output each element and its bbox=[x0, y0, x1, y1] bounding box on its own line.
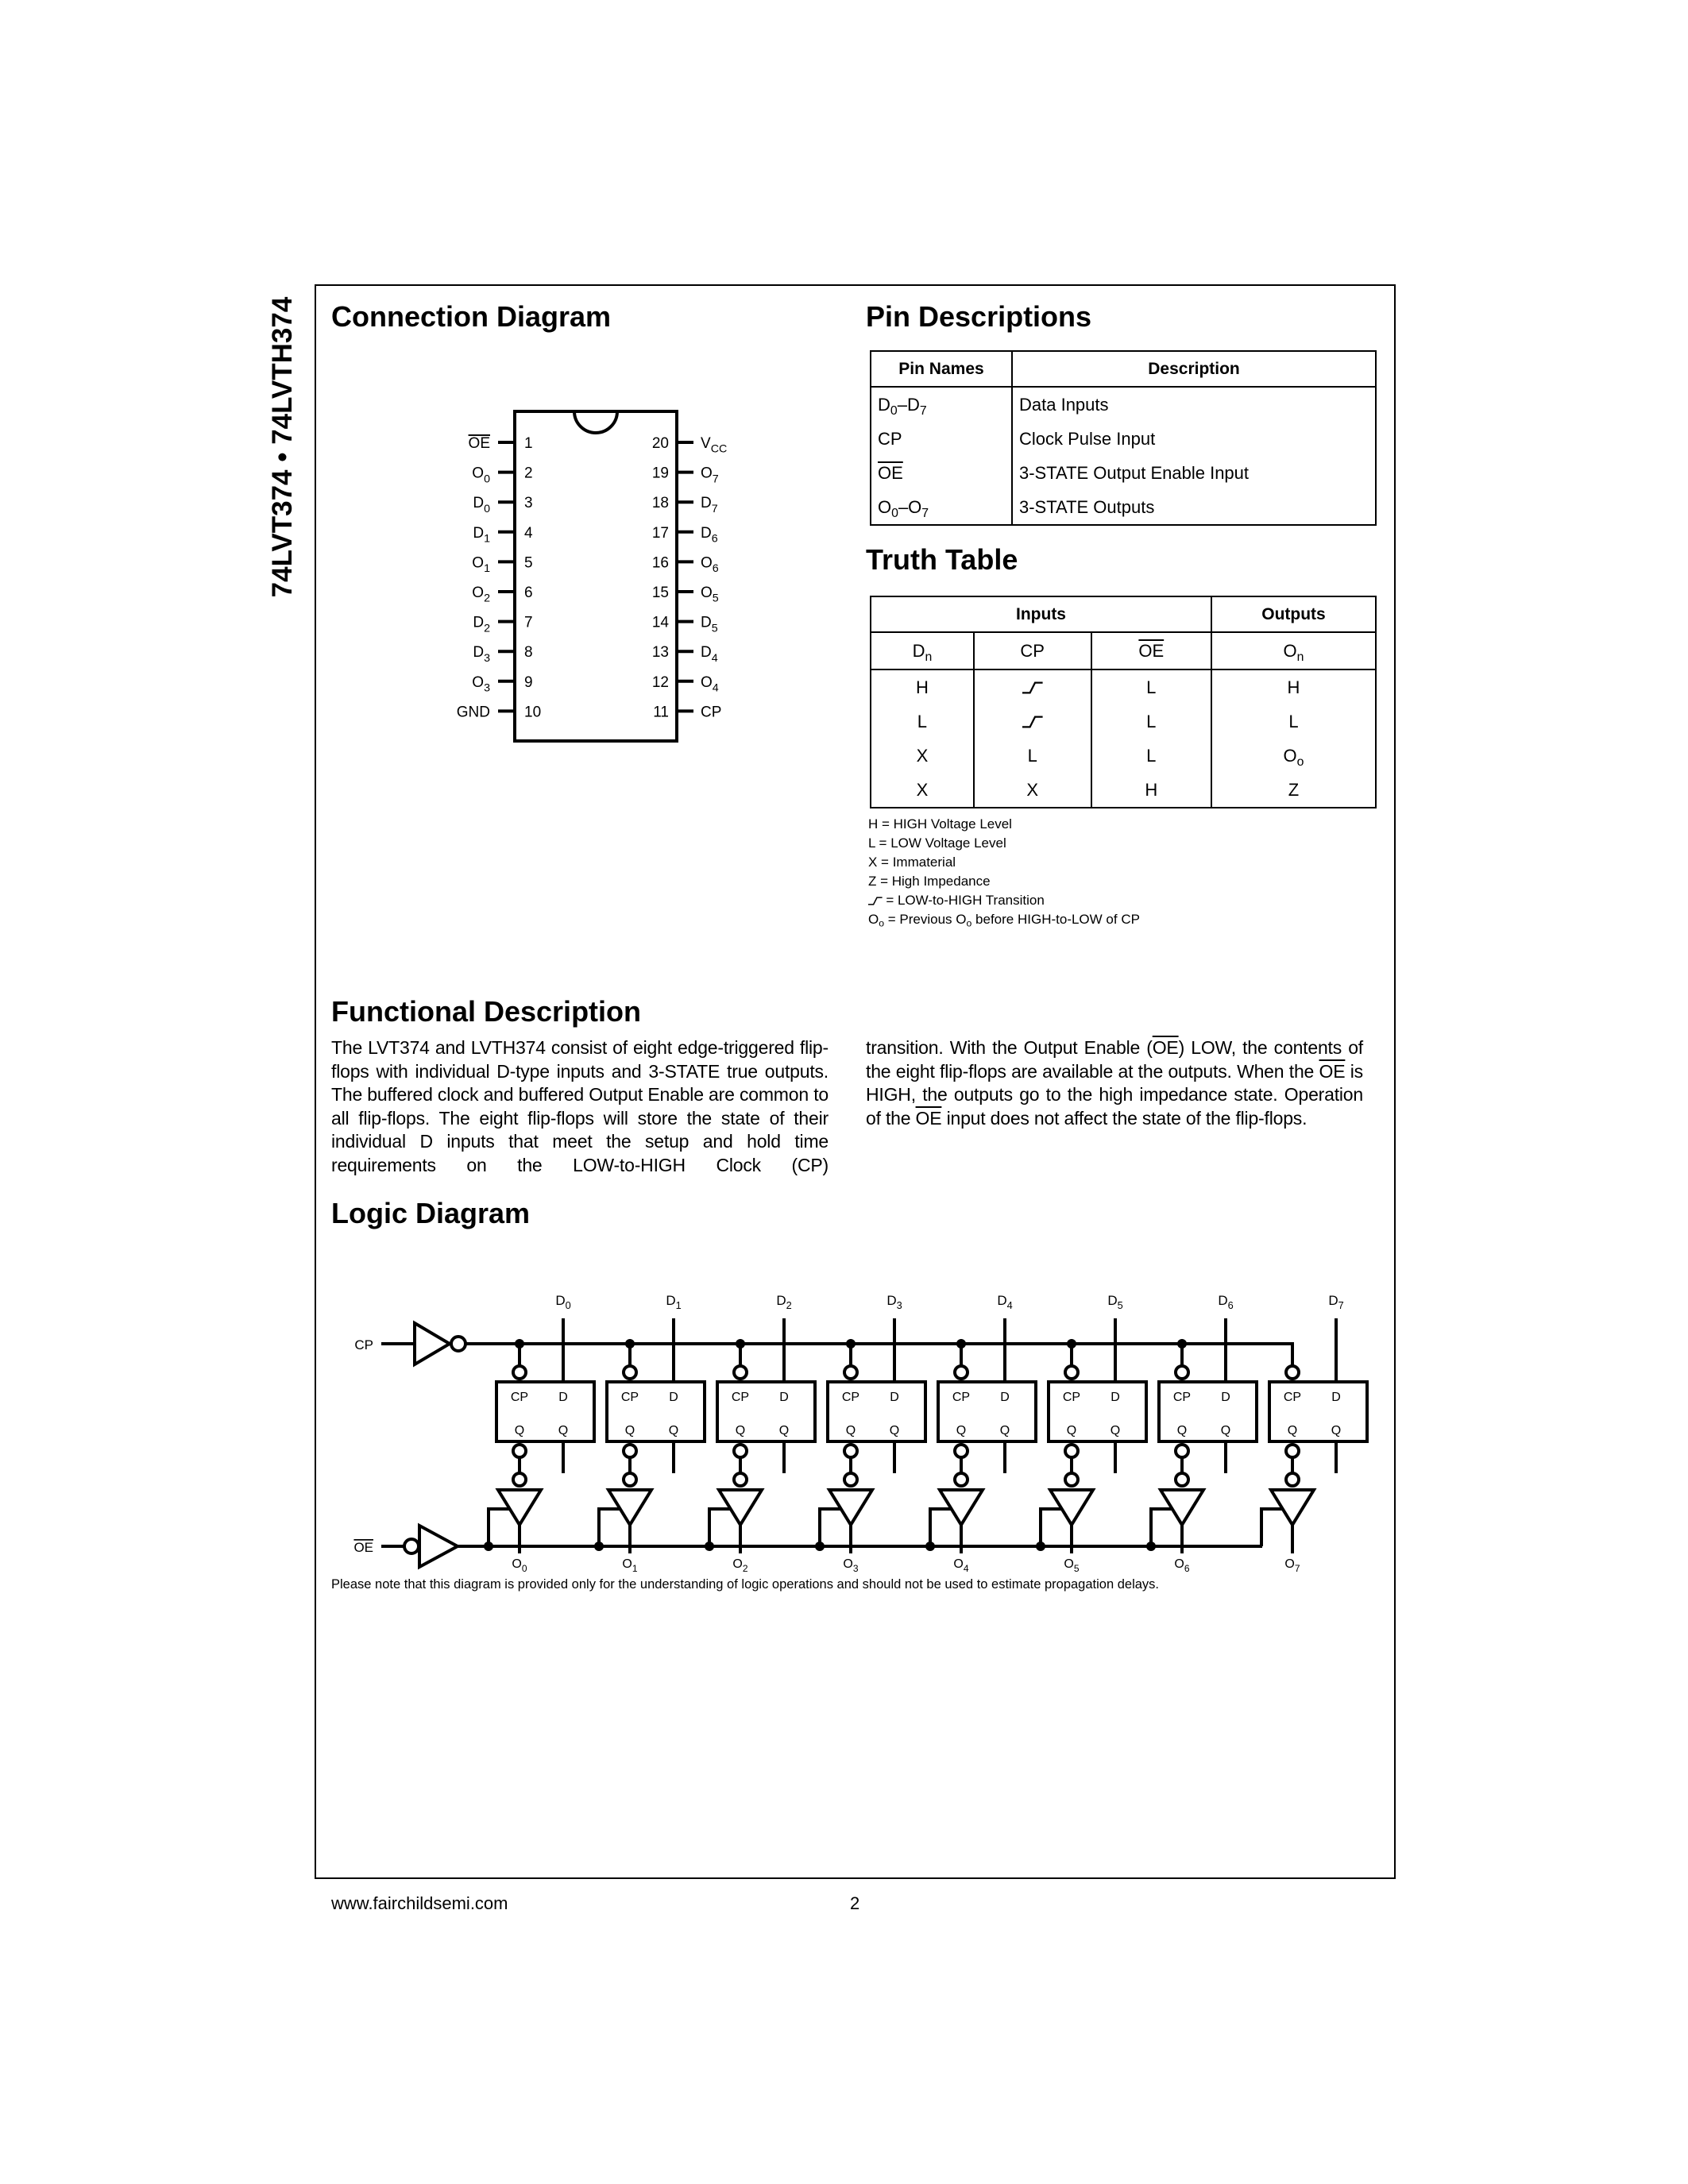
data-output-label: $O_0$ bbox=[512, 1557, 527, 1574]
buffer-input-bubble bbox=[624, 1473, 636, 1486]
subscript: o bbox=[879, 917, 885, 929]
text: O bbox=[1283, 745, 1297, 766]
pin-number: 7 bbox=[524, 614, 533, 631]
ff-q-label: Q bbox=[1331, 1424, 1342, 1437]
data-input-label: $D_3$ bbox=[886, 1293, 902, 1312]
text: X bbox=[916, 779, 929, 800]
pin-label: $O_2$ bbox=[472, 585, 490, 605]
text: L bbox=[1288, 711, 1299, 731]
subscript: 0 bbox=[891, 506, 898, 520]
text: X bbox=[1026, 779, 1039, 800]
text: Z = High Impedance bbox=[868, 874, 991, 889]
clock-inversion-bubble bbox=[955, 1366, 968, 1379]
ff-q-label: Q bbox=[1220, 1424, 1231, 1437]
ff-d-label: D bbox=[1000, 1391, 1010, 1404]
qbar-bubble bbox=[734, 1445, 747, 1457]
overlined-signal: $\overline{OE}$ bbox=[1319, 1060, 1346, 1082]
pin-number: 16 bbox=[651, 554, 669, 572]
ff-qbar-label: Q bbox=[624, 1424, 635, 1437]
subscript: 7 bbox=[921, 506, 929, 520]
data-output-label: $O_1$ bbox=[622, 1557, 638, 1574]
clock-inversion-bubble bbox=[1286, 1366, 1299, 1379]
text: L bbox=[917, 711, 928, 731]
text: D bbox=[912, 640, 925, 661]
text: ) LOW, the contents of the eight flip-flops are available at the outputs. When the bbox=[866, 1037, 1363, 1082]
ff-q-label: Q bbox=[999, 1424, 1010, 1437]
ff-qbar-label: Q bbox=[735, 1424, 746, 1437]
pin-label: GND bbox=[456, 704, 490, 721]
buffer-input-bubble bbox=[1286, 1473, 1299, 1486]
pin-label: $D_5$ bbox=[701, 614, 718, 635]
text: = Previous O bbox=[884, 912, 967, 927]
qbar-bubble bbox=[624, 1445, 636, 1457]
ff-q-label: Q bbox=[889, 1424, 900, 1437]
text: L bbox=[1146, 711, 1157, 731]
pin-number: 12 bbox=[651, 673, 669, 691]
pin-number: 8 bbox=[524, 644, 533, 662]
data-input-label: $D_0$ bbox=[555, 1293, 571, 1312]
enable-wire bbox=[820, 1509, 841, 1546]
pin-label: CP bbox=[701, 704, 722, 721]
outputs-group-header: Outputs bbox=[1211, 596, 1376, 632]
ff-qbar-label: Q bbox=[1287, 1424, 1298, 1437]
ff-cp-label: CP bbox=[952, 1391, 971, 1404]
text: L = LOW Voltage Level bbox=[868, 835, 1006, 851]
subscript: n bbox=[1296, 650, 1304, 664]
ff-d-label: D bbox=[1111, 1391, 1120, 1404]
pin-label: $D_4$ bbox=[701, 644, 718, 665]
pin-number: 2 bbox=[524, 465, 533, 482]
description-header: Description bbox=[1012, 351, 1376, 387]
ff-qbar-label: Q bbox=[1176, 1424, 1188, 1437]
ff-qbar-label: Q bbox=[514, 1424, 525, 1437]
pin-number: 5 bbox=[524, 554, 533, 572]
overlined-signal: $\overline{OE}$ bbox=[1152, 1037, 1179, 1058]
subscript: 7 bbox=[919, 403, 927, 418]
text: L bbox=[1146, 677, 1157, 697]
clock-inverter-icon bbox=[415, 1323, 450, 1364]
pin-descriptions-heading: Pin Descriptions bbox=[866, 300, 1092, 333]
enable-wire bbox=[709, 1509, 731, 1546]
buffer-input-bubble bbox=[513, 1473, 526, 1486]
ic-notch bbox=[574, 411, 617, 433]
overlined-signal: $\overline{OE}$ bbox=[878, 462, 903, 483]
data-output-label: $O_3$ bbox=[843, 1557, 859, 1574]
text: O bbox=[878, 496, 892, 517]
text: –O bbox=[898, 496, 922, 517]
text: input does not affect the state of the flip-flops. bbox=[941, 1107, 1308, 1129]
text: H bbox=[1145, 779, 1158, 800]
pin-number: 18 bbox=[651, 495, 669, 512]
ff-d-label: D bbox=[1331, 1391, 1341, 1404]
ff-cp-label: CP bbox=[1283, 1391, 1302, 1404]
pin-label: $O_6$ bbox=[701, 554, 719, 576]
document-side-title: 74LVT374 • 74LVTH374 bbox=[267, 296, 298, 598]
data-output-label: $O_2$ bbox=[732, 1557, 748, 1574]
pin-description: Clock Pulse Input bbox=[1012, 422, 1376, 456]
functional-description-left: The LVT374 and LVTH374 consist of eight edge-triggered flip-flops with individual D-type inputs and 3-STATE true outputs. The buffered clock and buffered Output Enable are common to all flip-flops. The eight flip-flops will store the state of their individual D inputs that meet the setup and hold time requirements on the LOW-to-HIGH Clock (CP) bbox=[331, 1037, 829, 1175]
subscript: o bbox=[1296, 754, 1304, 769]
text: Z bbox=[1288, 779, 1300, 800]
enable-wire bbox=[1151, 1509, 1172, 1546]
qbar-bubble bbox=[844, 1445, 857, 1457]
qbar-bubble bbox=[1176, 1445, 1188, 1457]
pin-number: 15 bbox=[651, 585, 669, 601]
enable-wire bbox=[930, 1509, 952, 1546]
pin-label: $D_6$ bbox=[701, 524, 718, 546]
text: L bbox=[1027, 745, 1037, 766]
text: H = HIGH Voltage Level bbox=[868, 816, 1012, 832]
pin-label: $D_7$ bbox=[701, 495, 718, 515]
buffer-input-bubble bbox=[734, 1473, 747, 1486]
pin-label: $O_4$ bbox=[701, 673, 719, 695]
overlined-signal: $\overline{OE}$ bbox=[915, 1107, 942, 1129]
truth-table-heading: Truth Table bbox=[866, 543, 1018, 576]
oe-buffer-icon bbox=[419, 1526, 458, 1567]
data-input-label: $D_7$ bbox=[1328, 1293, 1344, 1312]
text: before HIGH-to-LOW of CP bbox=[971, 912, 1140, 927]
text: H bbox=[1287, 677, 1300, 697]
data-input-label: $D_5$ bbox=[1107, 1293, 1123, 1312]
buffer-input-bubble bbox=[844, 1473, 857, 1486]
qbar-bubble bbox=[1286, 1445, 1299, 1457]
data-input-label: $D_4$ bbox=[997, 1293, 1013, 1312]
pin-names-header: Pin Names bbox=[871, 351, 1012, 387]
ic-package-outline bbox=[515, 411, 677, 741]
data-input-label: $D_1$ bbox=[666, 1293, 682, 1312]
subscript: n bbox=[925, 650, 933, 664]
ff-q-label: Q bbox=[1110, 1424, 1121, 1437]
ff-cp-label: CP bbox=[510, 1391, 529, 1404]
ff-q-label: Q bbox=[558, 1424, 569, 1437]
page-number: 2 bbox=[850, 1893, 860, 1913]
text: L bbox=[1146, 745, 1157, 766]
pin-number: 11 bbox=[653, 704, 669, 721]
pin-label: OE bbox=[468, 435, 490, 452]
pin-label: $O_5$ bbox=[701, 585, 719, 605]
qbar-bubble bbox=[1065, 1445, 1078, 1457]
pin-label: $D_2$ bbox=[473, 614, 490, 635]
inversion-bubble bbox=[404, 1539, 419, 1553]
data-output-label: $O_6$ bbox=[1174, 1557, 1190, 1574]
ff-cp-label: CP bbox=[841, 1391, 860, 1404]
pin-label: $O_7$ bbox=[701, 465, 719, 486]
text: D bbox=[878, 394, 890, 415]
clock-inversion-bubble bbox=[1176, 1366, 1188, 1379]
text: –D bbox=[897, 394, 920, 415]
text: CP bbox=[878, 428, 902, 449]
pin-description: 3-STATE Outputs bbox=[1012, 490, 1376, 525]
text: O bbox=[1283, 640, 1297, 661]
ff-d-label: D bbox=[779, 1391, 789, 1404]
ff-d-label: D bbox=[890, 1391, 899, 1404]
pin-description: Data Inputs bbox=[1012, 387, 1376, 422]
pin-label: $D_1$ bbox=[473, 524, 490, 546]
buffer-input-bubble bbox=[1176, 1473, 1188, 1486]
ff-cp-label: CP bbox=[620, 1391, 639, 1404]
pin-label: $D_3$ bbox=[473, 644, 490, 665]
text: CP bbox=[1020, 640, 1045, 661]
pin-number: 19 bbox=[651, 465, 669, 482]
data-output-label: $O_5$ bbox=[1064, 1557, 1080, 1574]
text: H bbox=[915, 677, 929, 697]
logic-diagram-heading: Logic Diagram bbox=[331, 1197, 531, 1229]
pin-description: 3-STATE Output Enable Input bbox=[1012, 456, 1376, 490]
pin-label: $O_0$ bbox=[472, 465, 490, 486]
enable-wire bbox=[599, 1509, 620, 1546]
ff-qbar-label: Q bbox=[845, 1424, 856, 1437]
pin-number: 14 bbox=[651, 614, 669, 631]
data-output-label: $O_4$ bbox=[953, 1557, 969, 1574]
clock-inversion-bubble bbox=[844, 1366, 857, 1379]
functional-description-heading: Functional Description bbox=[331, 995, 642, 1028]
enable-wire bbox=[1261, 1509, 1283, 1546]
ff-d-label: D bbox=[669, 1391, 678, 1404]
ff-cp-label: CP bbox=[1062, 1391, 1081, 1404]
clock-input-label: CP bbox=[354, 1337, 373, 1352]
inputs-group-header: Inputs bbox=[871, 596, 1211, 632]
pin-number: 13 bbox=[651, 644, 669, 662]
enable-wire bbox=[1041, 1509, 1062, 1546]
data-input-label: $D_2$ bbox=[776, 1293, 792, 1312]
clock-inversion-bubble bbox=[624, 1366, 636, 1379]
buffer-input-bubble bbox=[955, 1473, 968, 1486]
ff-cp-label: CP bbox=[731, 1391, 750, 1404]
ff-d-label: D bbox=[1221, 1391, 1230, 1404]
pin-label: $O_1$ bbox=[472, 554, 490, 576]
subscript: 0 bbox=[890, 403, 898, 418]
logic-diagram-note: Please note that this diagram is provided only for the understanding of logic operations and should not be used to estimate propagation delays. bbox=[331, 1577, 1160, 1592]
pin-label: $O_3$ bbox=[472, 673, 490, 695]
connection-diagram-heading: Connection Diagram bbox=[331, 300, 612, 333]
pin-number: 9 bbox=[524, 673, 533, 691]
text: is HIGH, the outputs go to the high impedance state. Operation of the bbox=[866, 1060, 1363, 1129]
pin-number: 1 bbox=[524, 435, 533, 452]
clock-inversion-bubble bbox=[513, 1366, 526, 1379]
overlined-signal: $\overline{OE}$ bbox=[1138, 640, 1165, 661]
enable-wire bbox=[489, 1509, 510, 1546]
oe-input-label: OE bbox=[353, 1540, 373, 1555]
pin-number: 10 bbox=[524, 704, 542, 721]
data-input-label: $D_6$ bbox=[1218, 1293, 1234, 1312]
text: X bbox=[916, 745, 929, 766]
qbar-bubble bbox=[955, 1445, 968, 1457]
pin-number: 20 bbox=[651, 435, 669, 452]
ff-d-label: D bbox=[558, 1391, 568, 1404]
data-output-label: $O_7$ bbox=[1284, 1557, 1300, 1574]
text: O bbox=[868, 912, 879, 927]
footer-url[interactable]: www.fairchildsemi.com bbox=[331, 1893, 508, 1913]
ff-qbar-label: Q bbox=[956, 1424, 967, 1437]
ff-cp-label: CP bbox=[1172, 1391, 1192, 1404]
text: transition. With the Output Enable ( bbox=[866, 1037, 1153, 1058]
clock-inversion-bubble bbox=[734, 1366, 747, 1379]
pin-number: 6 bbox=[524, 585, 533, 601]
ff-qbar-label: Q bbox=[1066, 1424, 1077, 1437]
pin-number: 3 bbox=[524, 495, 533, 512]
inversion-bubble bbox=[451, 1337, 465, 1351]
pin-number: 17 bbox=[651, 524, 669, 542]
qbar-bubble bbox=[513, 1445, 526, 1457]
clock-inversion-bubble bbox=[1065, 1366, 1078, 1379]
text: = LOW-to-HIGH Transition bbox=[882, 893, 1045, 908]
ff-q-label: Q bbox=[778, 1424, 790, 1437]
ff-q-label: Q bbox=[668, 1424, 679, 1437]
subscript: o bbox=[966, 917, 972, 929]
pin-label: $D_0$ bbox=[473, 495, 490, 515]
pin-label: $V_{CC}$ bbox=[701, 435, 728, 456]
buffer-input-bubble bbox=[1065, 1473, 1078, 1486]
pin-number: 4 bbox=[524, 524, 533, 542]
text: X = Immaterial bbox=[868, 855, 956, 870]
